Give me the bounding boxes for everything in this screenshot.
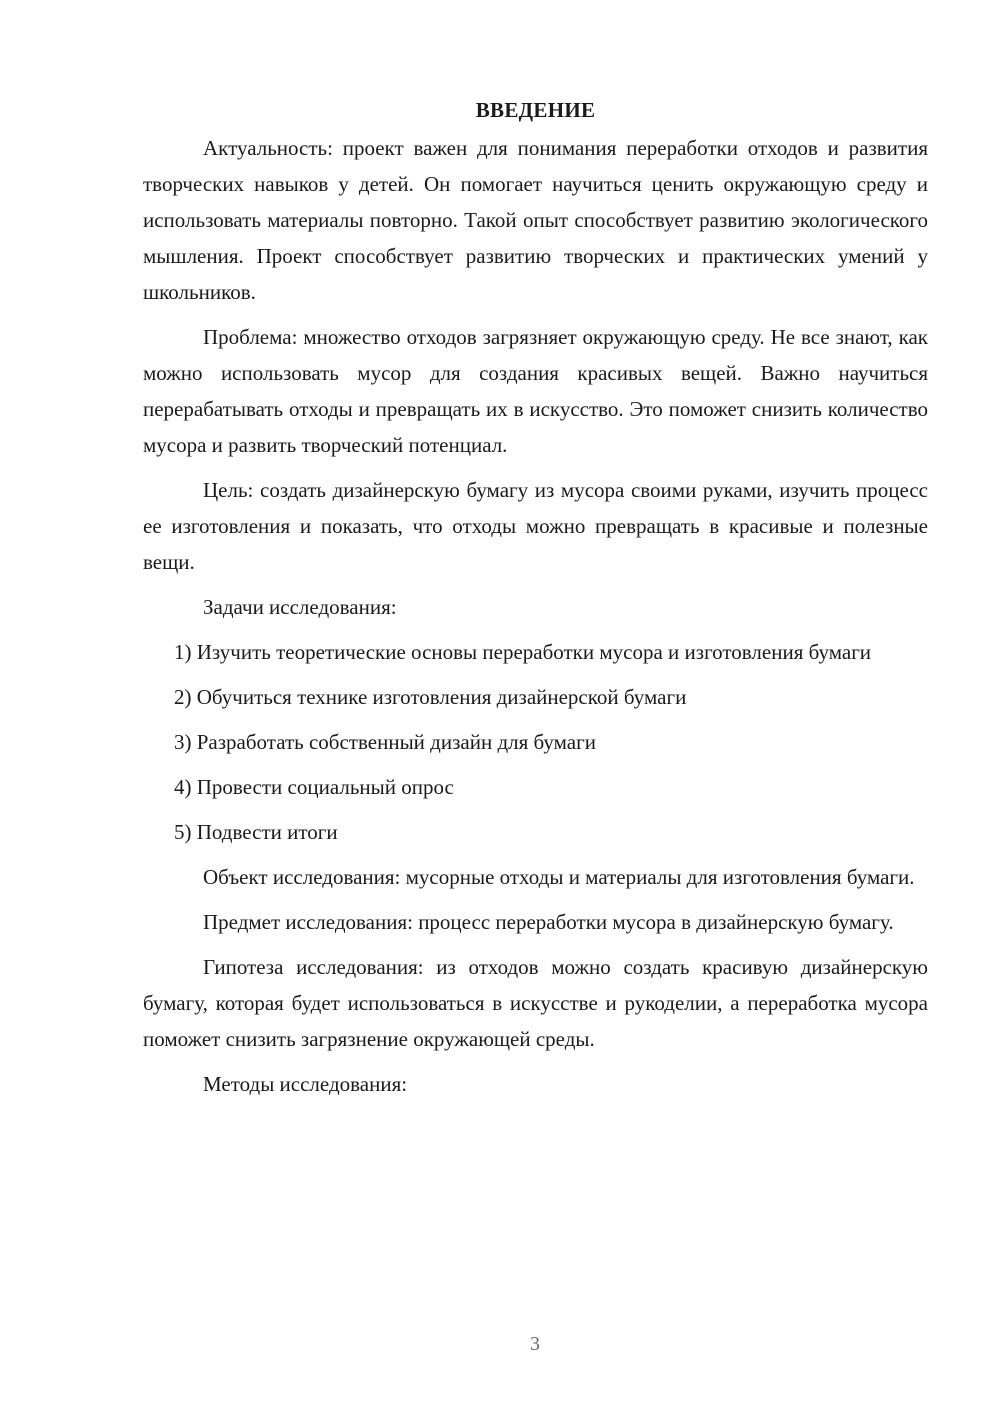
task-item: 4) Провести социальный опрос xyxy=(174,775,454,799)
section-title: ВВЕДЕНИЕ xyxy=(475,98,596,122)
paragraph-problem: Проблема: множество отходов загрязняет окружающую среду. Не все знают, как можно использовать мусор для создания красивых вещей. Важно научиться перерабатывать отходы и превращать их в искусство. Это поможет снизить количество мусора и развить творческий потенциал. xyxy=(143,325,928,457)
paragraph-goal: Цель: создать дизайнерскую бумагу из мусора своими руками, изучить процесс ее изготовления и показать, что отходы можно превращать в красивые и полезные вещи. xyxy=(143,478,928,574)
page-number: 3 xyxy=(530,1333,540,1355)
paragraph-object: Объект исследования: мусорные отходы и материалы для изготовления бумаги. xyxy=(203,865,915,889)
page-content xyxy=(143,92,928,1102)
task-item: 5) Подвести итоги xyxy=(174,820,338,844)
task-item: 1) Изучить теоретические основы переработки мусора и изготовления бумаги xyxy=(174,640,872,664)
paragraph-methods-heading: Методы исследования: xyxy=(203,1072,408,1096)
paragraph-subject: Предмет исследования: процесс переработки мусора в дизайнерскую бумагу. xyxy=(203,910,894,934)
paragraph-hypothesis: Гипотеза исследования: из отходов можно создать красивую дизайнерскую бумагу, которая будет использоваться в искусстве и рукоделии, а переработка мусора поможет снизить загрязнение окружающей среды. xyxy=(143,955,928,1051)
task-item: 3) Разработать собственный дизайн для бумаги xyxy=(174,730,596,754)
task-list xyxy=(143,634,928,850)
paragraph-relevance: Актуальность: проект важен для понимания переработки отходов и развития творческих навыков у детей. Он помогает научиться ценить окружающую среду и использовать материалы повторно. Такой опыт способствует развитию экологического мышления. Проект способствует развитию творческих и практических умений у школьников. xyxy=(143,136,928,304)
paragraph-tasks-heading: Задачи исследования: xyxy=(203,595,397,619)
task-item: 2) Обучиться технике изготовления дизайнерской бумаги xyxy=(174,685,687,709)
